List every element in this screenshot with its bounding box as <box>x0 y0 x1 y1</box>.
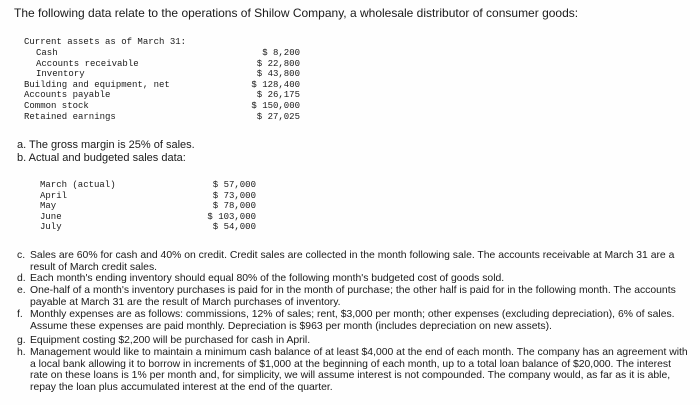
item-e <box>17 285 689 308</box>
row-label: Retained earnings <box>24 111 116 122</box>
table-row <box>24 48 300 59</box>
sales-value: $ 54,000 <box>212 222 256 233</box>
table-row <box>24 69 300 80</box>
row-label: Cash <box>36 48 58 58</box>
row-value: $ 27,025 <box>256 111 300 122</box>
item-text: Monthly expenses are as follows: commissions, 12% of sales; rent, $3,000 per month; other expenses (excluding depreciation), 6% of sales. Assume these expenses are paid monthly. Depreciation is $963 per month (includes depreciation on new assets). <box>30 309 675 332</box>
sales-value: $ 57,000 <box>212 180 256 190</box>
item-marker: f. <box>17 309 23 320</box>
item-text: Each month's ending inventory should equal 80% of the following month's budgeted cost of goods sold. <box>30 273 505 284</box>
sales-table <box>40 180 256 233</box>
month-label: April <box>40 190 68 201</box>
table-row <box>24 59 300 70</box>
table-row <box>40 191 256 202</box>
item-text: One-half of a month's inventory purchases is paid for in the month of purchase; the other half is paid for in the following month. The accounts payable at March 31 are the result of March purchases of inventory. <box>30 285 676 308</box>
row-label: Accounts payable <box>24 90 111 101</box>
item-f <box>17 309 689 332</box>
month-label: May <box>40 201 57 212</box>
table-row <box>40 212 256 223</box>
table-row <box>40 180 256 191</box>
table-row <box>24 80 300 91</box>
current-assets-heading: Current assets as of March 31: <box>24 37 187 47</box>
row-value: $ 22,800 <box>256 58 300 69</box>
item-marker: d. <box>17 273 26 284</box>
current-assets-table <box>24 48 300 122</box>
month-label: July <box>40 222 62 233</box>
item-marker: e. <box>17 285 26 296</box>
row-value: $ 26,175 <box>256 90 300 101</box>
sales-value: $ 73,000 <box>212 190 256 201</box>
table-row <box>24 101 300 112</box>
table-row <box>24 112 300 123</box>
row-value: $ 150,000 <box>251 100 300 111</box>
item-c <box>17 250 689 273</box>
item-a: a. The gross margin is 25% of sales. <box>17 139 195 151</box>
sales-value: $ 103,000 <box>207 211 256 222</box>
row-value: $ 128,400 <box>251 79 300 90</box>
row-label: Building and equipment, net <box>24 79 170 90</box>
row-label: Inventory <box>36 69 85 80</box>
row-label: Accounts receivable <box>36 58 139 69</box>
table-row <box>40 201 256 212</box>
item-d <box>17 273 689 285</box>
table-row <box>40 222 256 233</box>
table-row <box>24 90 300 101</box>
item-h <box>17 347 689 393</box>
item-g <box>17 335 689 347</box>
sales-value: $ 78,000 <box>212 201 256 212</box>
item-text: Equipment costing $2,200 will be purchased for cash in April. <box>30 335 311 346</box>
item-marker: h. <box>17 347 26 358</box>
month-label: June <box>40 211 62 222</box>
row-label: Common stock <box>24 100 89 111</box>
item-text: Management would like to maintain a minimum cash balance of at least $4,000 at the end of each month. The company has an agreement with a local bank allowing it to borrow in increments of $1,000 at the beginning of each month, up to a total loan balance of $20,000. The interest rate on these loans is 1% per month and, for simplicity, we will assume interest is not compounded. The company would, as far as it is able, repay the loan plus accumulated interest at the end of the quarter. <box>30 347 688 393</box>
item-text: Sales are 60% for cash and 40% on credit. Credit sales are collected in the month following sale. The accounts receivable at March 31 are a result of March credit sales. <box>30 250 675 273</box>
item-marker: c. <box>17 250 26 261</box>
row-value: $ 8,200 <box>262 48 300 58</box>
item-marker: g. <box>17 335 26 346</box>
item-b: b. Actual and budgeted sales data: <box>17 152 186 164</box>
intro-text: The following data relate to the operations of Shilow Company, a wholesale distributor of consumer goods: <box>14 6 579 20</box>
month-label: March (actual) <box>40 180 116 190</box>
row-value: $ 43,800 <box>256 69 300 80</box>
